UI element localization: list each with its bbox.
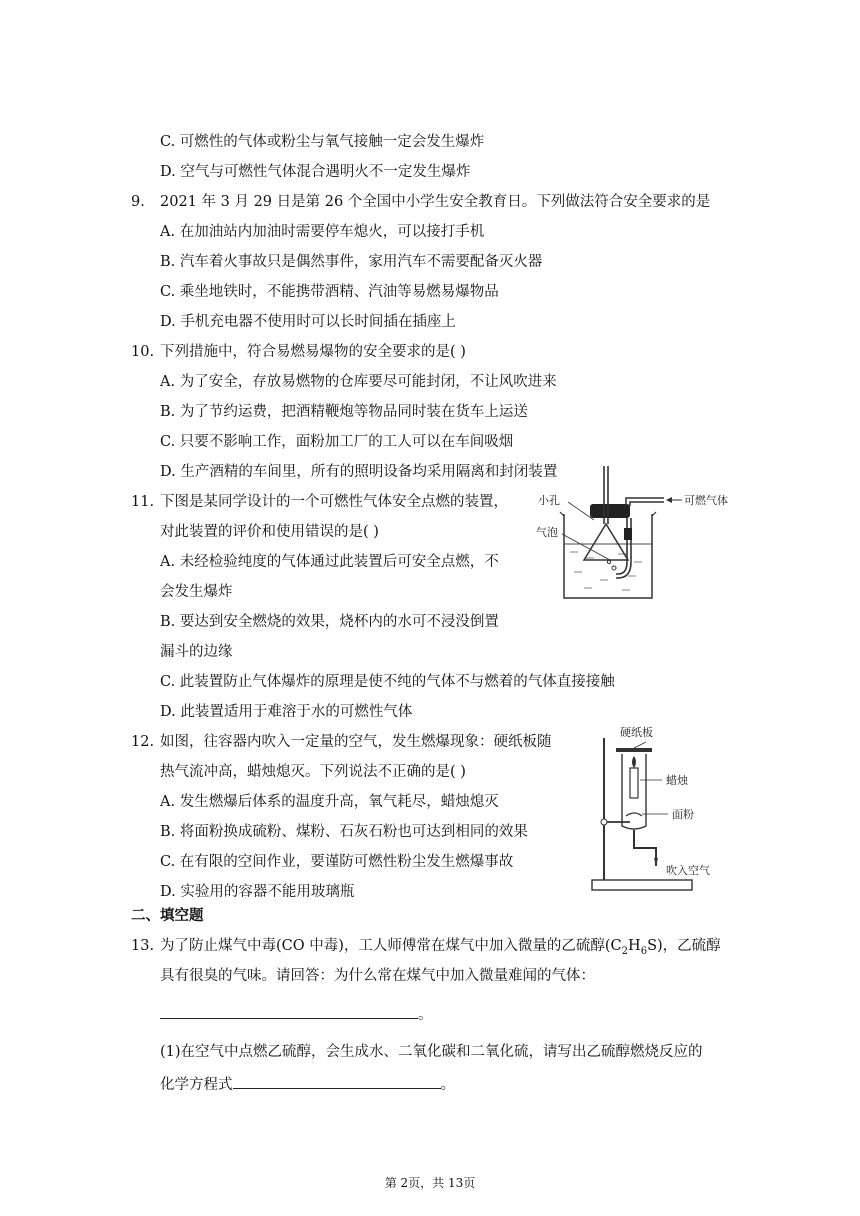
q12-label-air: 吹入空气 bbox=[666, 864, 710, 877]
q13-number: 13. bbox=[131, 938, 155, 954]
q12-option-c: C. 在有限的空间作业，要谨防可燃性粉尘发生燃爆事故 bbox=[160, 854, 514, 870]
q13-stem-line1: 为了防止煤气中毒(CO 中毒)，工人师傅常在煤气中加入微量的乙硫醇$(C_2H_6S)$，乙硫醇 bbox=[160, 938, 721, 957]
q12-label-candle: 蜡烛 bbox=[666, 774, 688, 787]
page-footer: 第 2页，共 13页 bbox=[384, 1176, 476, 1190]
q11-label-bubble: 气泡 bbox=[536, 526, 558, 539]
q11-number: 11. bbox=[131, 494, 155, 510]
q11-label-hole: 小孔 bbox=[538, 494, 560, 507]
q11-stem-line2: 对此装置的评价和使用错误的是( ) bbox=[160, 524, 379, 540]
q11-label-gas: 可燃气体 bbox=[684, 494, 728, 507]
q12-label-board: 硬纸板 bbox=[620, 726, 653, 739]
q12-label-flour: 面粉 bbox=[672, 808, 694, 821]
q11-option-c: C. 此装置防止气体爆炸的原理是使不纯的气体不与燃着的气体直接接触 bbox=[160, 674, 615, 690]
q10-option-d: D. 生产酒精的车间里，所有的照明设备均采用隔离和封闭装置 bbox=[160, 464, 558, 480]
q13-part1-line2: 化学方程式 。 bbox=[160, 1072, 455, 1095]
q12-stem-line1: 如图，往容器内吹入一定量的空气，发生燃爆现象：硬纸板随 bbox=[160, 734, 552, 750]
q13-answer-line-1: 。 bbox=[160, 1002, 433, 1025]
section-fill-in-title: 二、填空题 bbox=[131, 907, 204, 924]
q12-option-a: A. 发生燃爆后体系的温度升高，氧气耗尽，蜡烛熄灭 bbox=[160, 794, 499, 810]
q8-option-d: D. 空气与可燃性气体混合遇明火不一定发生爆炸 bbox=[160, 164, 471, 180]
q11-option-a-line1: A. 未经检验纯度的气体通过此装置后可安全点燃，不 bbox=[160, 554, 499, 570]
q12-apparatus-figure bbox=[586, 720, 756, 896]
q11-option-b-line2: 漏斗的边缘 bbox=[160, 644, 233, 660]
q10-option-c: C. 只要不影响工作，面粉加工厂的工人可以在车间吸烟 bbox=[160, 434, 514, 450]
q11-option-d: D. 此装置适用于难溶于水的可燃性气体 bbox=[160, 704, 413, 720]
q9-option-d: D. 手机充电器不使用时可以长时间插在插座上 bbox=[160, 314, 456, 330]
q12-option-d: D. 实验用的容器不能用玻璃瓶 bbox=[160, 884, 355, 900]
q11-option-a-line2: 会发生爆炸 bbox=[160, 584, 233, 600]
q12-option-b: B. 将面粉换成硫粉、煤粉、石灰石粉也可达到相同的效果 bbox=[160, 824, 528, 840]
q13-blank-1[interactable] bbox=[160, 1002, 418, 1019]
q12-stem-line2: 热气流冲高，蜡烛熄灭。下列说法不正确的是( ) bbox=[160, 764, 466, 780]
q11-option-b-line1: B. 要达到安全燃烧的效果，烧杯内的水可不浸没倒置 bbox=[160, 614, 499, 630]
q11-apparatus-figure bbox=[534, 462, 734, 604]
q9-number: 9. bbox=[131, 194, 145, 210]
q12-number: 12. bbox=[131, 734, 155, 750]
q13-blank-2[interactable] bbox=[233, 1072, 441, 1089]
q9-option-c: C. 乘坐地铁时，不能携带酒精、汽油等易燃易爆物品 bbox=[160, 284, 499, 300]
q8-option-c: C. 可燃性的气体或粉尘与氧气接触一定会发生爆炸 bbox=[160, 134, 485, 150]
q13-stem-line2: 具有很臭的气味。请回答：为什么常在煤气中加入微量难闻的气体： bbox=[160, 968, 595, 984]
q9-option-a: A. 在加油站内加油时需要停车熄火，可以接打手机 bbox=[160, 224, 485, 240]
q10-option-a: A. 为了安全，存放易燃物的仓库要尽可能封闭，不让风吹进来 bbox=[160, 374, 557, 390]
q10-option-b: B. 为了节约运费，把酒精鞭炮等物品同时装在货车上运送 bbox=[160, 404, 528, 420]
q10-stem: 下列措施中，符合易燃易爆物的安全要求的是( ) bbox=[160, 344, 466, 360]
q13-part1-line1: (1)在空气中点燃乙硫醇，会生成水、二氧化碳和二氧化硫，请写出乙硫醇燃烧反应的 bbox=[160, 1044, 703, 1060]
q9-option-b: B. 汽车着火事故只是偶然事件，家用汽车不需要配备灭火器 bbox=[160, 254, 543, 270]
q10-number: 10. bbox=[131, 344, 155, 360]
q11-stem-line1: 下图是某同学设计的一个可燃性气体安全点燃的装置， bbox=[160, 494, 508, 510]
q9-stem: 2021 年 3 月 29 日是第 26 个全国中小学生安全教育日。下列做法符合安全要求的是 bbox=[160, 194, 711, 210]
